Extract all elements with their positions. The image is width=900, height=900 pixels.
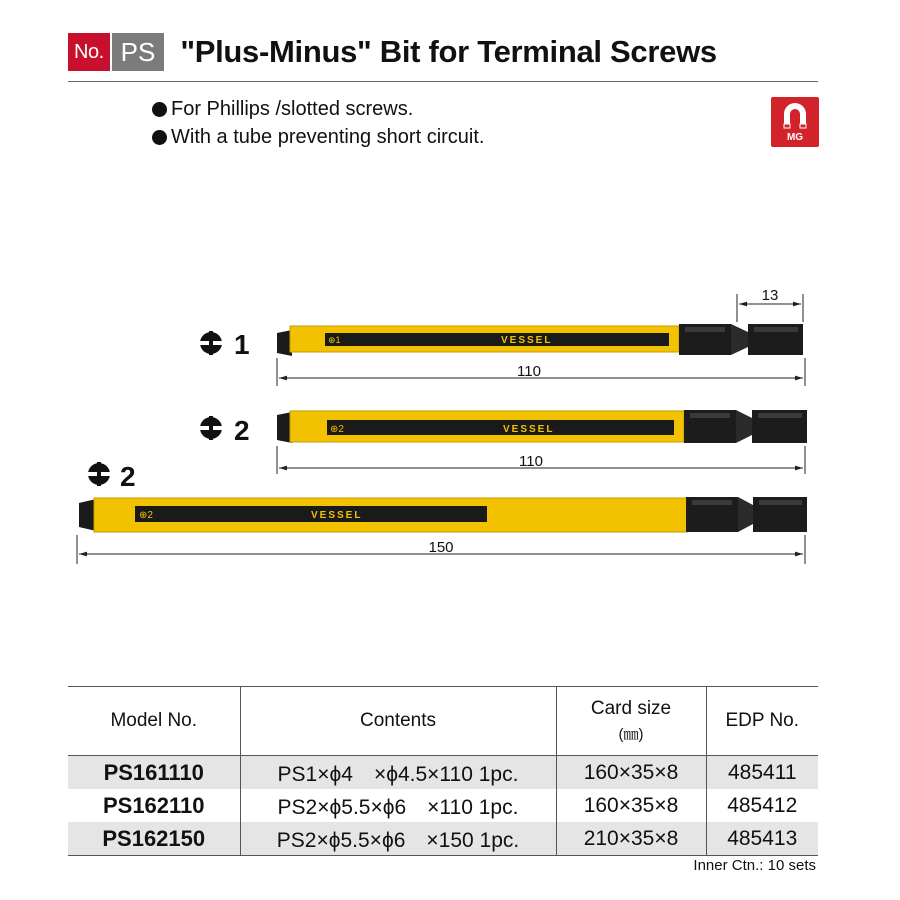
feature-item: With a tube preventing short circuit. bbox=[152, 123, 484, 151]
page-title: "Plus-Minus" Bit for Terminal Screws bbox=[180, 34, 717, 69]
phillips-plus-minus-icon bbox=[199, 416, 223, 440]
length-label: 110 bbox=[519, 453, 543, 470]
edp-cell: 485413 bbox=[706, 822, 818, 856]
bit-diagram bbox=[0, 260, 900, 590]
table-row bbox=[68, 789, 818, 822]
card-size-cell: 210×35×8 bbox=[556, 822, 706, 856]
no-label: No. bbox=[68, 33, 110, 71]
dimension-length bbox=[77, 535, 805, 564]
bit-3 bbox=[77, 461, 807, 564]
model-cell: PS162110 bbox=[102, 792, 205, 818]
model-cell: PS162150 bbox=[68, 822, 240, 856]
hex-shank bbox=[679, 324, 803, 355]
card-size-cell: 160×35×8 bbox=[556, 789, 706, 822]
table-row bbox=[68, 822, 818, 856]
feature-list bbox=[152, 95, 484, 151]
col-header-edp: EDP No. bbox=[706, 687, 818, 756]
bit-size-label: 2 bbox=[120, 461, 136, 492]
contents-cell: PS2×ϕ5.5×ϕ6 ×110 1pc. bbox=[240, 789, 556, 822]
bit-size-label: 1 bbox=[234, 329, 250, 360]
brand-label: VESSEL bbox=[503, 424, 555, 435]
col-header-contents: Contents bbox=[240, 687, 556, 756]
hex-length-label: 13 bbox=[761, 287, 779, 304]
dimension-length bbox=[277, 358, 805, 386]
edp-cell: 485411 bbox=[706, 756, 818, 790]
hex-shank bbox=[684, 410, 807, 443]
tube-marking: ⊕1 bbox=[328, 335, 341, 345]
brand-label: VESSEL bbox=[501, 335, 553, 346]
badge-text: MG bbox=[786, 132, 804, 143]
col-header-card-size: Card size (㎜) bbox=[556, 687, 706, 756]
magnet-badge bbox=[771, 97, 819, 147]
table-row bbox=[68, 756, 818, 790]
phillips-plus-minus-icon bbox=[87, 462, 111, 486]
bit-2 bbox=[199, 410, 807, 474]
dimension-hex bbox=[737, 287, 803, 322]
card-size-cell: 160×35×8 bbox=[556, 756, 706, 790]
feature-item: For Phillips /slotted screws. bbox=[152, 95, 484, 123]
hex-shank bbox=[686, 497, 807, 532]
phillips-plus-minus-icon bbox=[199, 331, 223, 355]
bit-size-label: 2 bbox=[234, 415, 250, 446]
dimension-length bbox=[277, 446, 805, 474]
bullet-icon bbox=[152, 130, 167, 145]
brand-label: VESSEL bbox=[311, 510, 363, 521]
tube-marking: ⊕2 bbox=[139, 510, 153, 521]
header-divider bbox=[68, 81, 818, 82]
bit-1 bbox=[199, 287, 805, 386]
length-label: 150 bbox=[428, 539, 454, 556]
product-code: PS bbox=[112, 33, 165, 71]
tube-marking: ⊕2 bbox=[330, 424, 344, 435]
product-header bbox=[68, 33, 717, 71]
inner-carton-note: Inner Ctn.: 10 sets bbox=[693, 857, 816, 874]
table-header-row bbox=[68, 687, 818, 756]
edp-cell: 485412 bbox=[706, 789, 818, 822]
contents-cell: PS2×ϕ5.5×ϕ6 ×150 1pc. bbox=[240, 822, 556, 856]
card-size-unit: (㎜) bbox=[618, 726, 644, 743]
length-label: 110 bbox=[517, 363, 541, 380]
model-cell: PS161110 bbox=[68, 756, 240, 790]
col-header-model: Model No. bbox=[68, 687, 240, 756]
bullet-icon bbox=[152, 102, 167, 117]
product-table bbox=[68, 686, 818, 856]
contents-cell: PS1×ϕ4 ×ϕ4.5×110 1pc. bbox=[240, 756, 556, 790]
